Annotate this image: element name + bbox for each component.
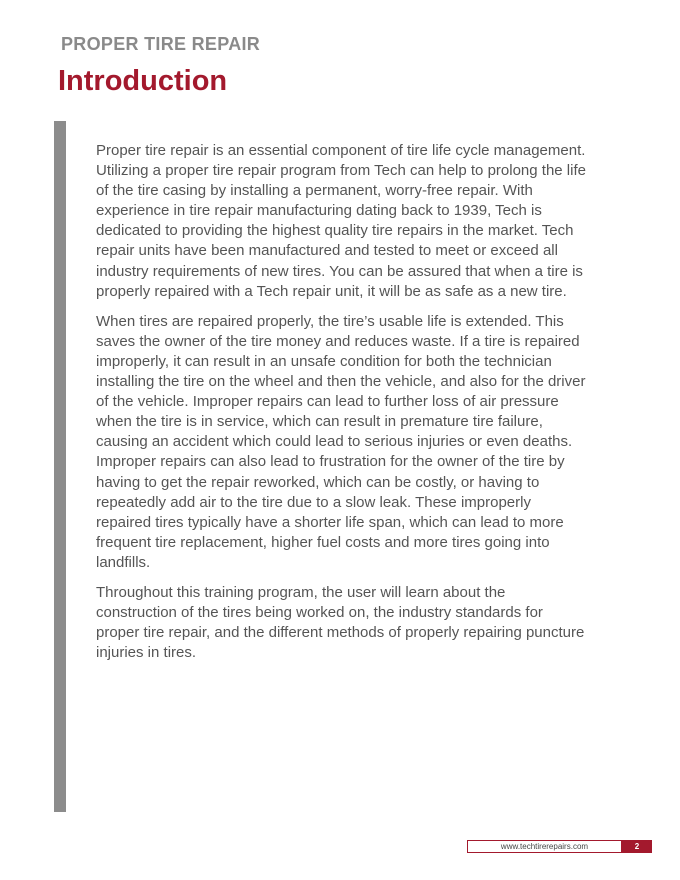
paragraph: Proper tire repair is an essential component of tire life cycle management. Utilizing a proper tire repair program from Tech can help to prolong the life of the tire casing by installing a permanent, worry-free repair. With experience in tire repair manufacturing dating back to 1939, Tech is dedicated to providing the highest quality tire repairs in the market. Tech repair units have been manufactured and tested to meet or exceed all industry requirements of new tires. You can be assured that when a tire is properly repaired with a Tech repair unit, it will be as safe as a new tire.	[96, 142, 586, 300]
page-title: Introduction	[58, 65, 228, 97]
sidebar-rule	[54, 121, 66, 812]
paragraph: When tires are repaired properly, the tire’s usable life is extended. This saves the owner of the tire money and reduces waste. If a tire is repaired improperly, it can result in an unsafe condition for both the technician installing the tire on the wheel and then the vehicle, and also for the driver of the vehicle. Improper repairs can lead to further loss of air pressure when the tire is in service, which can result in premature tire failure, causing an accident which could lead to serious injuries or even deaths. Improper repairs can also lead to frustration for the owner of the tire by having to get the repair reworked, which can be costly, or having to repeatedly add air to the tire due to a slow leak. These improperly repaired tires typically have a shorter life span, which can lead to more frequent tire replacement, higher fuel costs and more tires going into landfills.	[96, 312, 586, 571]
footer-website-link[interactable]: www.techtirerepairs.com	[467, 840, 622, 853]
page-footer	[467, 840, 652, 853]
body-content	[96, 141, 586, 673]
paragraph: Throughout this training program, the user will learn about the construction of the tires being worked on, the industry standards for proper tire repair, and the different methods of properly repairing puncture injuries in tires.	[96, 583, 585, 662]
section-kicker: PROPER TIRE REPAIR	[61, 34, 261, 54]
page-number: 2	[622, 840, 652, 853]
